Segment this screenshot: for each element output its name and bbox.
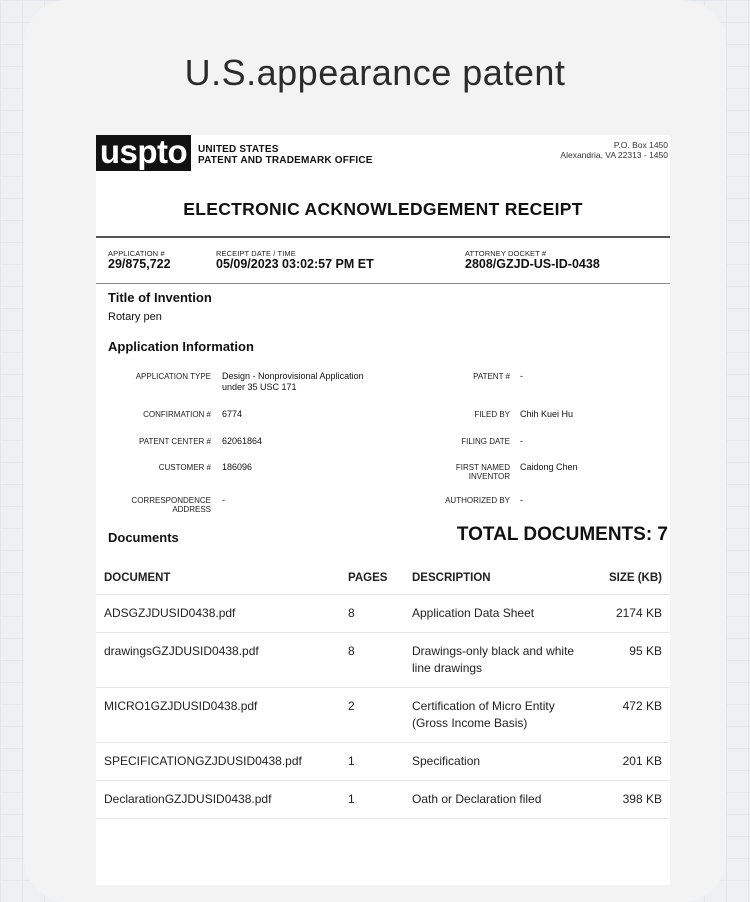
document-size: 95 KB xyxy=(600,633,670,688)
first-named-label-line-2: INVENTOR xyxy=(468,472,510,481)
patent-center-label: PATENT CENTER # xyxy=(138,437,211,446)
correspondence-label-line-1: CORRESPONDENCE xyxy=(131,496,211,505)
column-header-pages: PAGES xyxy=(340,562,404,595)
office-address xyxy=(560,140,668,160)
correspondence-label-line-2: ADDRESS xyxy=(172,505,211,514)
document-file-name: ADSGZJDUSID0438.pdf xyxy=(96,595,340,633)
document-file-name: DeclarationGZJDUSID0438.pdf xyxy=(96,781,340,819)
first-named-inventor-label xyxy=(456,463,510,481)
table-row xyxy=(96,595,670,633)
table-row xyxy=(96,633,670,688)
document-file-name: MICRO1GZJDUSID0438.pdf xyxy=(96,688,340,743)
divider xyxy=(96,236,670,238)
table-row xyxy=(96,743,670,781)
receipt-document xyxy=(96,135,670,885)
application-type-line-2: under 35 USC 171 xyxy=(222,382,297,392)
document-size: 472 KB xyxy=(600,688,670,743)
receipt-date-label: RECEIPT DATE / TIME xyxy=(216,249,296,258)
table-row xyxy=(96,688,670,743)
document-description: Application Data Sheet xyxy=(404,595,600,633)
first-named-label-line-1: FIRST NAMED xyxy=(455,463,510,472)
address-line-1: P.O. Box 1450 xyxy=(613,140,668,150)
filed-by: Chih Kuei Hu xyxy=(520,409,574,419)
customer-label: CUSTOMER # xyxy=(158,463,211,472)
column-header-description: DESCRIPTION xyxy=(404,562,600,595)
document-size: 2174 KB xyxy=(600,595,670,633)
document-pages: 8 xyxy=(340,633,404,688)
application-number-label: APPLICATION # xyxy=(108,249,165,258)
document-description: Oath or Declaration filed xyxy=(404,781,600,819)
filing-date: - xyxy=(520,436,523,446)
document-size: 398 KB xyxy=(600,781,670,819)
document-pages: 2 xyxy=(340,688,404,743)
document-pages: 1 xyxy=(340,781,404,819)
document-file-name: drawingsGZJDUSID0438.pdf xyxy=(96,633,340,688)
total-documents: TOTAL DOCUMENTS: 7 xyxy=(456,524,668,545)
authorized-by: - xyxy=(520,495,523,505)
patent-number-label: PATENT # xyxy=(473,372,510,381)
document-size: 201 KB xyxy=(600,743,670,781)
document-pages: 1 xyxy=(340,743,404,781)
title-of-invention: Rotary pen xyxy=(108,311,162,323)
correspondence-address: - xyxy=(222,495,225,505)
first-named-inventor: Caidong Chen xyxy=(520,462,578,472)
title-of-invention-label: Title of Invention xyxy=(108,290,212,305)
column-header-size: SIZE (KB) xyxy=(600,562,670,595)
application-type-line-1: Design - Nonprovisional Application xyxy=(222,371,364,381)
divider xyxy=(96,283,670,284)
authorized-by-label: AUTHORIZED BY xyxy=(445,496,510,505)
customer-number: 186096 xyxy=(222,462,253,472)
patent-center-number: 62061864 xyxy=(222,436,263,446)
attorney-docket: 2808/GZJD-US-ID-0438 xyxy=(465,257,600,271)
column-header-document: DOCUMENT xyxy=(96,562,340,595)
table-header-row xyxy=(96,562,670,595)
application-number: 29/875,722 xyxy=(108,257,171,271)
office-line-1: UNITED STATES xyxy=(198,144,279,155)
table-row xyxy=(96,781,670,819)
office-name xyxy=(198,144,373,166)
document-pages: 8 xyxy=(340,595,404,633)
document-file-name: SPECIFICATIONGZJDUSID0438.pdf xyxy=(96,743,340,781)
receipt-date: 05/09/2023 03:02:57 PM ET xyxy=(216,257,374,271)
document-description: Specification xyxy=(404,743,600,781)
documents-label: Documents xyxy=(108,530,179,545)
application-type-label: APPLICATION TYPE xyxy=(135,372,211,381)
patent-number: - xyxy=(520,371,523,381)
correspondence-address-label xyxy=(131,496,211,514)
address-line-2: Alexandria, VA 22313 - 1450 xyxy=(560,150,668,160)
receipt-title: ELECTRONIC ACKNOWLEDGEMENT RECEIPT xyxy=(183,199,583,219)
document-description: Drawings-only black and white line drawings xyxy=(404,633,600,688)
page-heading: U.S.appearance patent xyxy=(184,52,566,93)
filing-date-label: FILING DATE xyxy=(461,437,510,446)
uspto-logo: uspto xyxy=(96,135,191,171)
application-type xyxy=(222,371,364,393)
document-description: Certification of Micro Entity (Gross Income Basis) xyxy=(404,688,600,743)
office-line-2: PATENT AND TRADEMARK OFFICE xyxy=(198,155,373,166)
application-information-label: Application Information xyxy=(108,339,254,354)
confirmation-number: 6774 xyxy=(222,409,243,419)
documents-table xyxy=(96,562,670,819)
filed-by-label: FILED BY xyxy=(474,410,510,419)
attorney-docket-label: ATTORNEY DOCKET # xyxy=(465,249,547,258)
confirmation-label: CONFIRMATION # xyxy=(143,410,211,419)
